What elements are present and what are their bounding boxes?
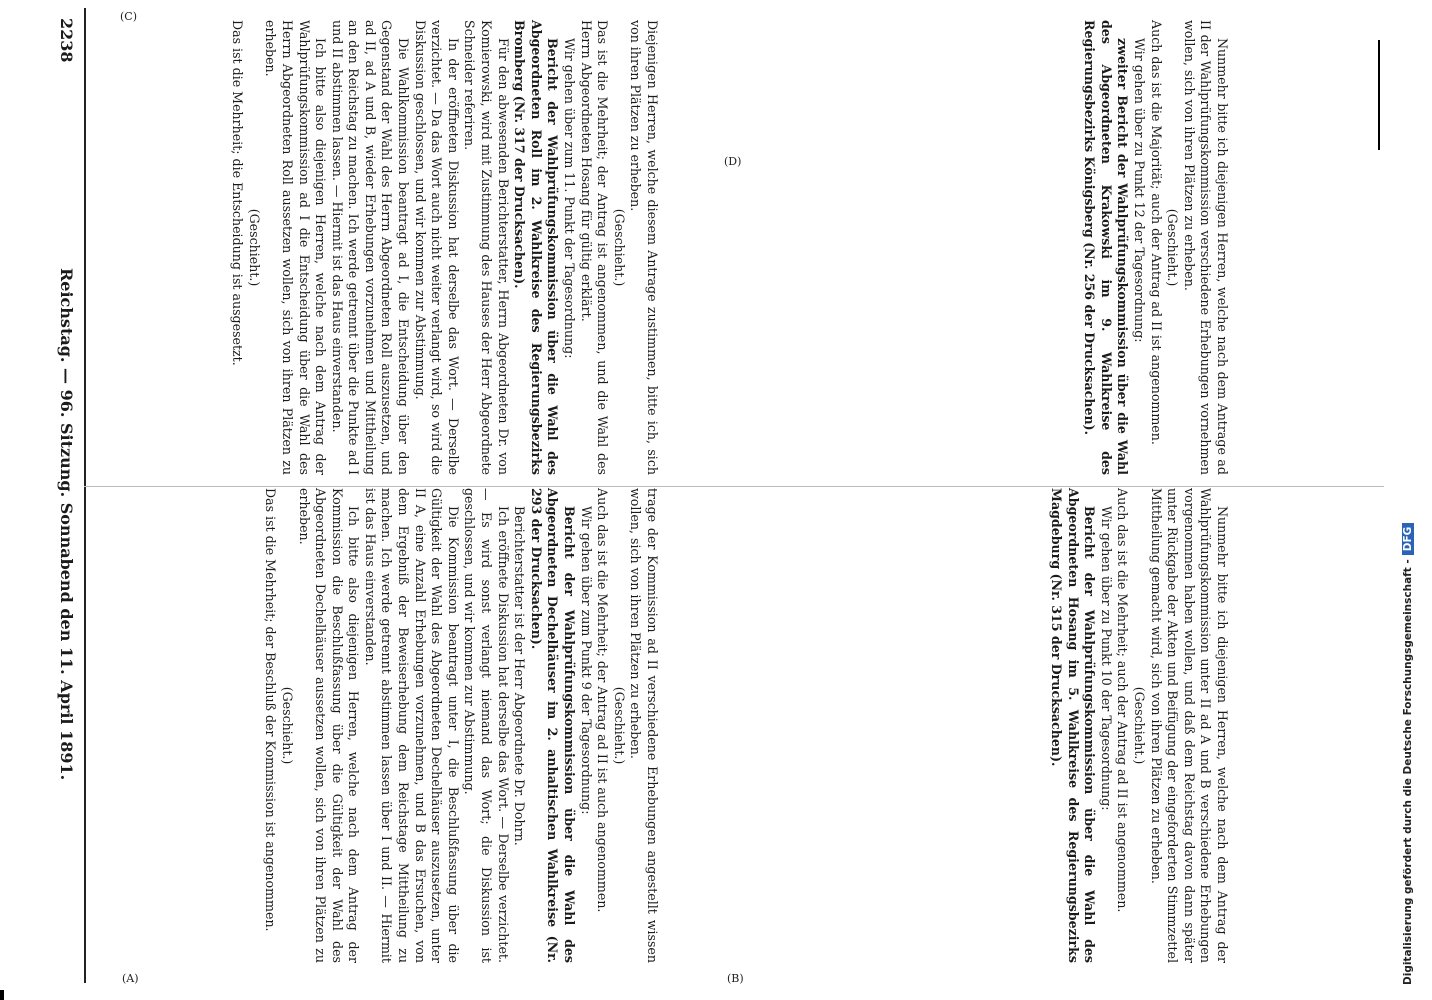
text-column-right-tail bbox=[711, 20, 860, 475]
margin-mark-a: (A) bbox=[122, 972, 139, 985]
column-divider bbox=[84, 486, 1384, 487]
paragraph: Ich bitte also diejenigen Herren, welche nach dem Antrag der Wahlprüfungskommission ad I die Entscheidung über die Wahl des Herrn Abgeordneten Roll aussetzen wollen, sich von ihren Plätzen zu erheben. bbox=[263, 20, 329, 475]
paragraph: Das ist die Mehrheit; die Entscheidung ist ausgesetzt. bbox=[230, 20, 246, 366]
crop-mark bbox=[1378, 40, 1380, 150]
dfg-logo: DFG bbox=[1402, 523, 1414, 556]
text-column-right bbox=[229, 20, 660, 475]
paragraph: Ich eröffnete Diskussion hat derselbe das Wort. — Derselbe verzichtet. — Es wird sonst verlangt niemand das Wort; die Diskussion ist geschlossen, und wir kommen zur Abstimmung. bbox=[462, 488, 511, 963]
paragraph bbox=[794, 20, 811, 475]
paragraph: (Geschieht.) bbox=[246, 208, 262, 287]
paragraph: (Geschieht.) bbox=[611, 208, 627, 287]
paragraph: Auch das ist die Mehrheit; der Antrag ad II ist auch angenommen. bbox=[595, 488, 611, 913]
paragraph: Nunmehr bitte ich diejenigen Herren, welche nach dem Antrage ad II der Wahlprüfungskommission verschiedene Erhebungen vornehmen wollen, sich von ihren Plätzen zu erheben. bbox=[1181, 20, 1230, 475]
paragraph: Die Kommission beantragt unter I, die Beschlußfassung über die Gültigkeit der Wahl des Abgeordneten Dechelhäuser auszusetzen, unter II A, eine Anzahl Erhebungen vorzunehmen, und B das Ersuchen, von dem Ergebniß der Beweiserhebung dem Reichstage Mittheilung zu machen. Ich werde getrennt abstimmen lassen über I und II. — Hiermit ist das Haus einverstanden. bbox=[362, 488, 461, 963]
margin-mark-d: (D) bbox=[724, 155, 742, 168]
agenda-heading: zweiter Bericht der Wahlprüfungskommission über die Wahl des Abgeordneten Krakowski im 9. Wahlkreise des Regierungsbezirks Königsberg (Nr. 256 der Drucksachen). bbox=[1082, 20, 1131, 475]
paragraph: Ich bitte also diejenigen Herren, welche nach dem Antrag der Kommission die Beschlußfassung über die Gültigkeit der Wahl des Abgeordneten Dechelhäuser aussetzen wollen, sich von ihren Plätzen zu erheben. bbox=[296, 488, 362, 963]
text-column-left-tail bbox=[777, 488, 860, 963]
paragraph: Wir gehen über zu Punkt 10 der Tagesordnung: bbox=[1098, 506, 1114, 811]
paragraph bbox=[744, 20, 761, 475]
paragraph bbox=[777, 488, 794, 963]
paragraph: Berichterstatter ist der Herr Abgeordnete Dr. Dohrn. bbox=[512, 506, 528, 846]
paragraph bbox=[843, 488, 860, 963]
text-column-left bbox=[262, 488, 660, 963]
paragraph: Auch das ist die Mehrheit; auch der Antrag ad II ist angenommen. bbox=[1115, 488, 1131, 913]
paragraph bbox=[827, 20, 844, 475]
paragraph: (Geschieht.) bbox=[1132, 686, 1148, 765]
paragraph: Auch das ist die Majorität; auch der Antrag ad II ist angenommen. bbox=[1148, 20, 1164, 445]
paragraph bbox=[810, 20, 827, 475]
paragraph: Die Wahlkommission beantragt ad I, die Entscheidung über den Gegenstand der Wahl des Herrn Abgeordneten Roll auszusetzen, und ad II, ad A und B, wieder Erhebungen vorzunehmen und Mittheilung an den Reichstag zu machen. Ich werde getrennt über die Punkte ad I und II abstimmen lassen. — Hiermit ist das Haus einverstanden. bbox=[329, 20, 412, 475]
paragraph: Für den abwesenden Berichterstatter, Herrn Abgeordneten Dr. von Komierowski, wird mit Zustimmung des Hauses der Herr Abgeordnete Schneider referiren. bbox=[462, 20, 511, 475]
agenda-heading: Bericht der Wahlprüfungskommission über die Wahl des Abgeordneten Roll im 2. Wahlkreise des Regierungsbezirks Bromberg (Nr. 317 der Drucksachen). bbox=[512, 20, 561, 475]
paragraph bbox=[827, 488, 844, 963]
paragraph bbox=[843, 20, 860, 475]
header-rule bbox=[84, 8, 86, 983]
agenda-heading: Bericht der Wahlprüfungskommission über die Wahl des Abgeordneten Dechelhäuser im 2. anhaltischen Wahlkreise (Nr. 293 der Drucksachen). bbox=[528, 488, 578, 963]
paragraph: Das ist die Mehrheit; der Beschluß der Kommission ist angenommen. bbox=[263, 488, 279, 932]
credit-text: Digitalisierung gefördert durch die Deutsche Forschungsgemeinschaft - bbox=[1402, 559, 1414, 985]
paragraph bbox=[810, 488, 827, 963]
digitization-credit bbox=[1402, 523, 1414, 985]
paragraph: Nunmehr bitte ich diejenigen Herren, welche nach dem Antrag der Wahlprüfungskommission unter II ad A und B verschiedene Erhebungen vorgenommen haben wollen, und daß dem Reichstag davon dann später unter Rückgabe der Akten und Beifügung der eingeforderten Stimmzettel Mittheilung gemacht wird, sich von ihren Plätzen zu erheben. bbox=[1148, 488, 1230, 963]
paragraph bbox=[727, 20, 744, 475]
crop-mark bbox=[0, 990, 4, 1000]
agenda-heading: Bericht der Wahlprüfungskommission über die Wahl des Abgeordneten Hosang im 5. Wahlkreise des Regierungsbezirks Magdeburg (Nr. 315 der Drucksachen). bbox=[1049, 488, 1098, 963]
page-header bbox=[50, 18, 80, 978]
page-title: Reichstag. — 96. Sitzung. Sonnabend den 11. April 1891. bbox=[57, 268, 76, 781]
paragraph: trage der Kommission ad II verschiedene Erhebungen angestellt wissen wollen, sich von ihren Plätzen zu erheben. bbox=[628, 488, 660, 963]
paragraph: Wir gehen über zum 11. Punkt der Tagesordnung: bbox=[562, 38, 578, 359]
paragraph bbox=[760, 20, 777, 475]
margin-mark-c: (C) bbox=[120, 10, 137, 23]
text-column-left-lower bbox=[1047, 488, 1230, 963]
paragraph: Das ist die Mehrheit; der Antrag ist angenommen, und die Wahl des Herrn Abgeordneten Hosang für gültig erklärt. bbox=[578, 20, 611, 475]
margin-mark-b: (B) bbox=[727, 972, 744, 985]
paragraph: (Geschieht.) bbox=[279, 686, 295, 765]
paragraph: In der eröffneten Diskussion hat derselbe das Wort. — Derselbe verzichtet. — Da das Wort auch nicht weiter verlangt wird, so wird die Diskussion geschlossen, und wir kommen zur Abstimmung. bbox=[412, 20, 461, 475]
page-number: 2238 bbox=[57, 18, 76, 63]
paragraph: Wir gehen über zu Punkt 12 der Tagesordnung: bbox=[1132, 38, 1148, 343]
paragraph: Wir gehen über zum Punkt 9 der Tagesordnung: bbox=[578, 506, 594, 815]
paragraph: Diejenigen Herren, welche diesem Antrage zustimmen, bitte ich, sich von ihren Plätzen zu erheben. bbox=[628, 20, 660, 475]
paragraph: (Geschieht.) bbox=[1165, 208, 1181, 287]
paragraph bbox=[777, 20, 794, 475]
paragraph: (Geschieht.) bbox=[611, 686, 627, 765]
paragraph bbox=[711, 20, 728, 475]
text-column-right-lower bbox=[1081, 20, 1230, 475]
paragraph bbox=[794, 488, 811, 963]
